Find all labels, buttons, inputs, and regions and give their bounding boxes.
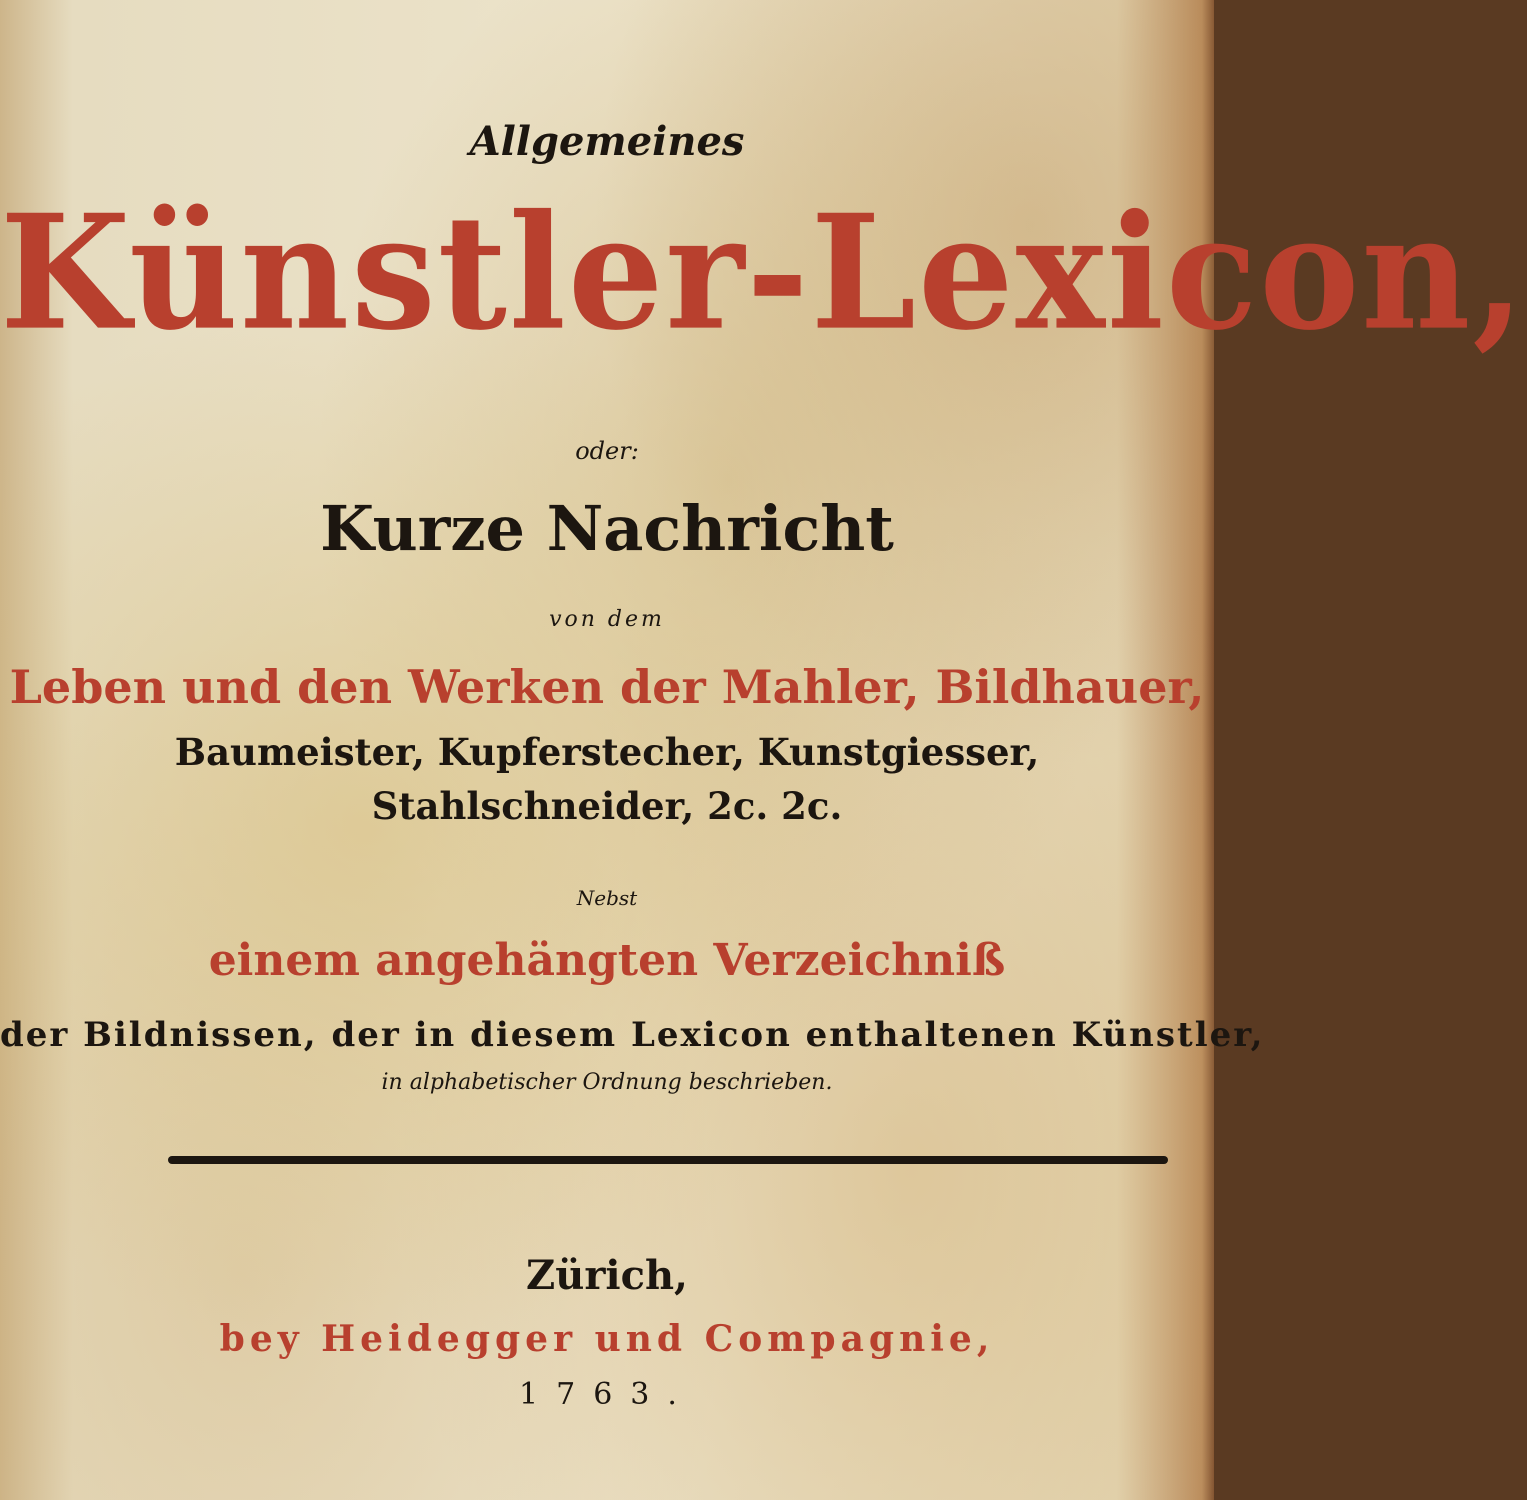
imprint-publisher: bey Heidegger und Compagnie, [219,1318,995,1360]
imprint-place: Zürich, [526,1252,688,1299]
subtitle-verzeichniss: einem angehängten Verzeichniß [208,935,1006,986]
subtitle-bildnissen: der Bildnissen, der in diesem Lexicon enthaltenen Künstler, [0,1015,1265,1055]
subtitle-oder: oder: [575,437,639,465]
divider-rule [168,1156,1168,1164]
main-title: Künstler-Lexicon, [0,180,1527,366]
subtitle-nebst: Nebst [576,886,638,910]
subtitle-stahlschneider: Stahlschneider, 2c. 2c. [371,784,843,828]
subtitle-alphabetischer-ordnung: in alphabetischer Ordnung beschrieben. [381,1070,833,1095]
subtitle-von-dem: von dem [549,607,665,632]
subtitle-kurze-nachricht: Kurze Nachricht [320,492,894,565]
heading-allgemeines: Allgemeines [469,118,745,165]
imprint-year: 1763. [519,1377,695,1412]
subtitle-leben-und-werken: Leben und den Werken der Mahler, Bildhauer, [9,660,1205,714]
subtitle-baumeister: Baumeister, Kupferstecher, Kunstgiesser, [174,730,1040,774]
